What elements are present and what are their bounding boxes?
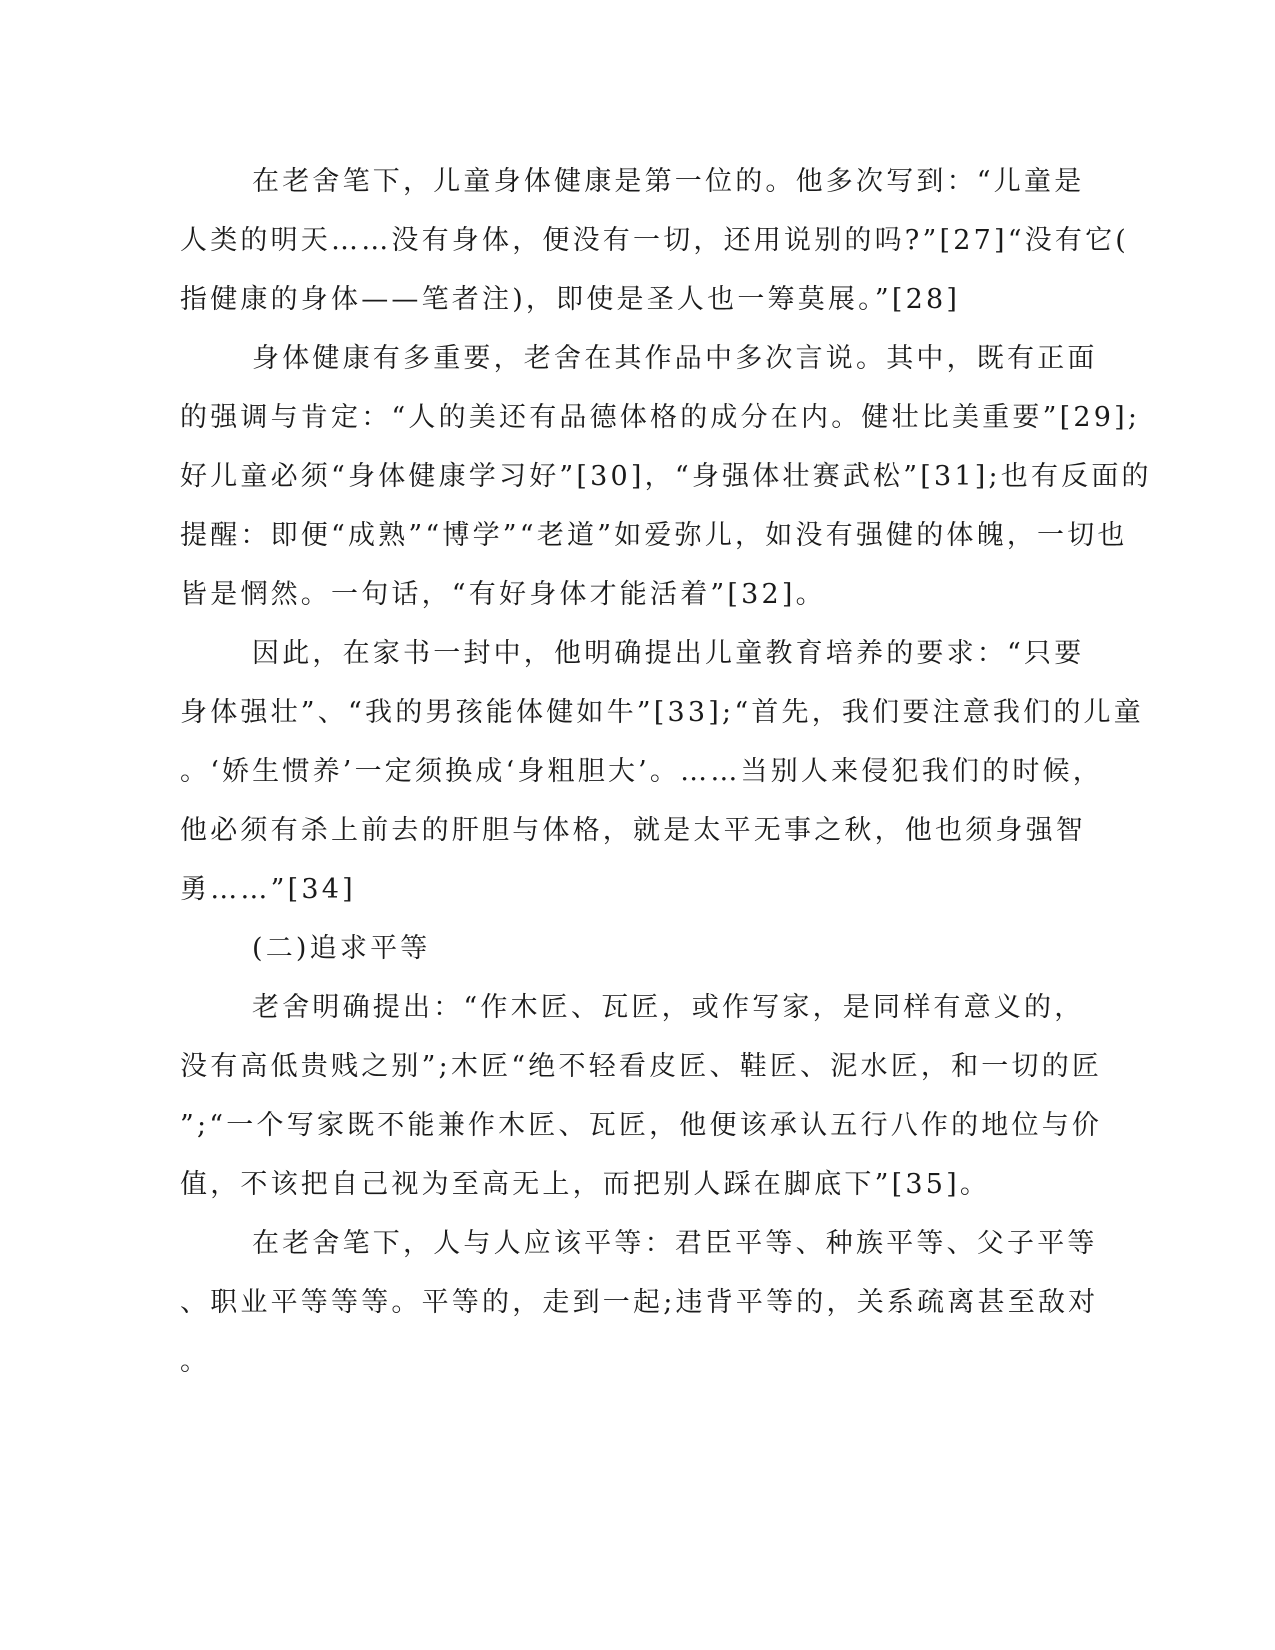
text-line-4: 身体健康有多重要，老舍在其作品中多次言说。其中，既有正面 — [252, 343, 1098, 374]
text-line-2: 人类的明天……没有身体，便没有一切，还用说别的吗?”[27]“没有它( — [180, 225, 1130, 256]
text-line-10: 身体强壮”、“我的男孩能体健如牛”[33];“首先，我们要注意我们的儿童 — [180, 697, 1144, 728]
text-line-9: 因此，在家书一封中，他明确提出儿童教育培养的要求：“只要 — [252, 638, 1085, 669]
text-line-16: 没有高低贵贱之别”;木匠“绝不轻看皮匠、鞋匠、泥水匠，和一切的匠 — [180, 1051, 1103, 1082]
text-line-8: 皆是惘然。一句话，“有好身体才能活着”[32]。 — [180, 579, 826, 610]
text-line-7: 提醒：即便“成熟”“博学”“老道”如爱弥儿，如没有强健的体魄，一切也 — [180, 520, 1128, 551]
text-line-12: 他必须有杀上前去的肝胆与体格，就是太平无事之秋，他也须身强智 — [180, 815, 1086, 846]
text-line-19: 在老舍笔下，人与人应该平等：君臣平等、种族平等、父子平等 — [252, 1228, 1098, 1259]
section-heading: (二)追求平等 — [252, 933, 431, 964]
text-line-13: 勇……”[34] — [180, 874, 356, 905]
text-line-3: 指健康的身体——笔者注)，即使是圣人也一筹莫展。”[28] — [180, 284, 961, 315]
text-line-15: 老舍明确提出：“作木匠、瓦匠，或作写家，是同样有意义的， — [252, 992, 1085, 1023]
text-line-18: 值，不该把自己视为至高无上，而把别人踩在脚底下”[35]。 — [180, 1169, 991, 1200]
text-line-1: 在老舍笔下，儿童身体健康是第一位的。他多次写到：“儿童是 — [252, 166, 1085, 197]
text-line-21: 。 — [180, 1346, 211, 1377]
text-line-17: ”;“一个写家既不能兼作木匠、瓦匠，他便该承认五行八作的地位与价 — [180, 1110, 1103, 1141]
text-line-6: 好儿童必须“身体健康学习好”[30]，“身强体壮赛武松”[31];也有反面的 — [180, 461, 1152, 492]
text-line-5: 的强调与肯定：“人的美还有品德体格的成分在内。健壮比美重要”[29]; — [180, 402, 1141, 433]
text-line-20: 、职业平等等等。平等的，走到一起;违背平等的，关系疏离甚至敌对 — [180, 1287, 1099, 1318]
text-line-11: 。‘娇生惯养’一定须换成‘身粗胆大’。……当别人来侵犯我们的时候， — [180, 756, 1103, 787]
